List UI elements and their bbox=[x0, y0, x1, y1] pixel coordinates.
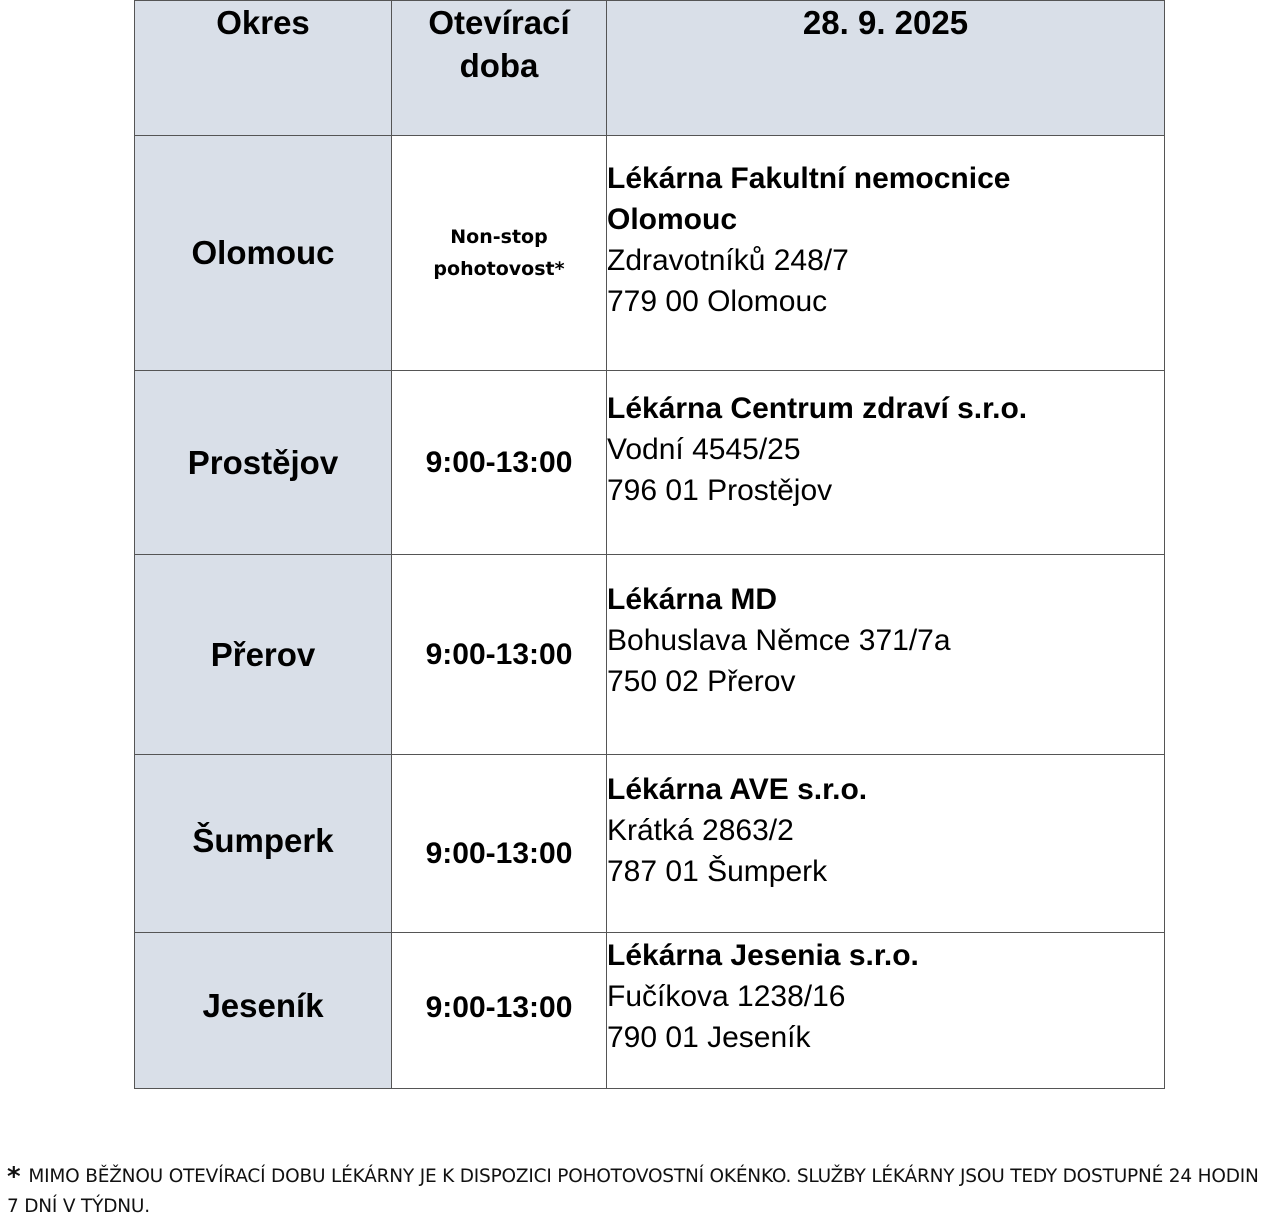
district-cell: Přerov bbox=[135, 555, 392, 755]
pharmacy-street: Vodní 4545/25 bbox=[607, 433, 801, 466]
header-date: 28. 9. 2025 bbox=[607, 1, 1165, 136]
header-district: Okres bbox=[135, 1, 392, 136]
pharmacy-city: 787 01 Šumperk bbox=[607, 855, 828, 888]
pharmacy-city: 750 02 Přerov bbox=[607, 665, 796, 698]
pharmacy-street: Krátká 2863/2 bbox=[607, 814, 794, 847]
hours-cell: 9:00-13:00 bbox=[392, 755, 607, 933]
district-cell: Olomouc bbox=[135, 136, 392, 371]
pharmacy-cell bbox=[607, 755, 1165, 933]
pharmacy-street: Bohuslava Němce 371/7a bbox=[607, 624, 951, 657]
header-opening-hours bbox=[392, 1, 607, 136]
pharmacy-street: Zdravotníků 248/7 bbox=[607, 244, 849, 277]
pharmacy-name: Lékárna Centrum zdraví s.r.o. bbox=[607, 392, 1028, 425]
hours-cell bbox=[392, 136, 607, 371]
footnote-asterisk: * bbox=[7, 1162, 21, 1192]
district-cell: Prostějov bbox=[135, 371, 392, 555]
pharmacy-name: Lékárna MD bbox=[607, 583, 778, 616]
pharmacy-cell bbox=[607, 371, 1165, 555]
footnote bbox=[7, 1162, 1275, 1221]
pharmacy-city: 779 00 Olomouc bbox=[607, 285, 828, 318]
hours-cell: 9:00-13:00 bbox=[392, 933, 607, 1089]
pharmacy-street: Fučíkova 1238/16 bbox=[607, 980, 846, 1013]
hours-cell: 9:00-13:00 bbox=[392, 555, 607, 755]
pharmacy-cell bbox=[607, 933, 1165, 1089]
pharmacy-name: Lékárna Jesenia s.r.o. bbox=[607, 939, 919, 972]
table-row bbox=[135, 555, 1165, 755]
pharmacy-cell bbox=[607, 136, 1165, 371]
district-cell: Jeseník bbox=[135, 933, 392, 1089]
district-cell: Šumperk bbox=[135, 755, 392, 933]
table-header-row bbox=[135, 1, 1165, 136]
table-row bbox=[135, 933, 1165, 1089]
hours-line2: pohotovost* bbox=[433, 258, 565, 280]
footnote-text: MIMO BĚŽNOU OTEVÍRACÍ DOBU LÉKÁRNY JE K DISPOZICI POHOTOVOSTNÍ OKÉNKO. SLUŽBY LÉKÁRNY JSOU TEDY DOSTUPNÉ 24 HODIN 7 DNÍ V TÝDNU. bbox=[7, 1166, 1259, 1217]
pharmacy-name-line1: Lékárna Fakultní nemocnice bbox=[607, 162, 1011, 195]
pharmacy-schedule-table bbox=[134, 0, 1165, 1089]
pharmacy-name: Lékárna AVE s.r.o. bbox=[607, 773, 868, 806]
pharmacy-city: 790 01 Jeseník bbox=[607, 1021, 811, 1054]
table-row bbox=[135, 371, 1165, 555]
pharmacy-city: 796 01 Prostějov bbox=[607, 474, 833, 507]
pharmacy-name bbox=[607, 158, 1164, 240]
hours-cell: 9:00-13:00 bbox=[392, 371, 607, 555]
table-row bbox=[135, 755, 1165, 933]
table-row bbox=[135, 136, 1165, 371]
pharmacy-name-line2: Olomouc bbox=[607, 203, 738, 236]
header-opening-hours-line1: Otevírací bbox=[428, 4, 570, 41]
header-opening-hours-line2: doba bbox=[459, 47, 539, 84]
hours-line1: Non-stop bbox=[450, 226, 548, 248]
pharmacy-cell bbox=[607, 555, 1165, 755]
